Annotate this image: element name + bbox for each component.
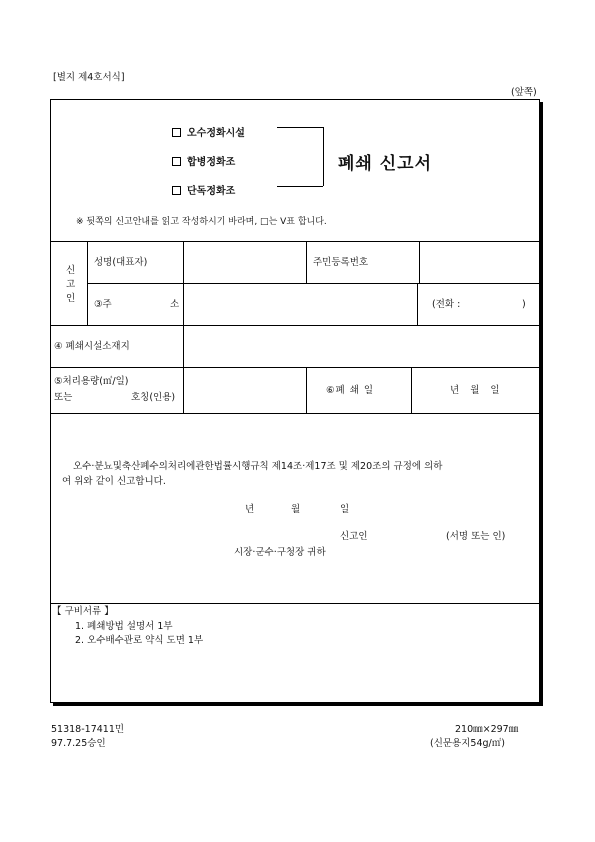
table-line — [51, 413, 540, 414]
capacity-alt-label-2: 호칭(인용) — [131, 392, 176, 403]
page-side-label: (앞쪽) — [511, 87, 537, 98]
documents-header: 【 구비서류 】 — [52, 606, 114, 617]
phone-field[interactable] — [468, 290, 518, 318]
signature-label[interactable]: (서명 또는 인) — [446, 531, 506, 542]
bracket-bottom — [277, 186, 323, 187]
declaration-text-1: 오수·분뇨및축산폐수의처리에관한법률시행규칙 제14조·제17조 및 제20조의 규정에 의하 — [73, 461, 443, 472]
applicant-section-char: 인 — [66, 293, 76, 304]
facility-location-field[interactable] — [185, 327, 538, 365]
table-line — [183, 241, 184, 413]
table-line — [51, 325, 540, 326]
table-line — [87, 283, 540, 284]
capacity-alt-label: 또는 — [54, 392, 73, 403]
addressee: 시장·군수·구청장 귀하 — [234, 547, 326, 558]
footer-form-number: 51318-17411민 — [51, 724, 125, 735]
form-label: [별지 제4호서식] — [53, 72, 125, 83]
table-line — [51, 241, 540, 242]
instruction-notice: ※ 뒷쪽의 신고안내를 읽고 작성하시기 바라며, □는 V표 합니다. — [76, 217, 327, 227]
table-line — [87, 241, 88, 325]
table-line — [306, 367, 307, 413]
table-line — [417, 283, 418, 325]
address-field[interactable] — [185, 285, 415, 323]
closure-date-label: ⑥폐 쇄 일 — [326, 385, 375, 396]
table-line — [306, 241, 307, 283]
checkbox-icon[interactable] — [172, 186, 181, 195]
table-line — [51, 603, 540, 604]
declarant-label: 신고인 — [340, 531, 368, 542]
document-item: 1. 폐쇄방법 설명서 1부 — [75, 621, 173, 632]
declaration-text-2: 여 위와 같이 신고합니다. — [62, 476, 166, 487]
date-month[interactable]: 월 — [291, 504, 301, 515]
date-day[interactable]: 일 — [340, 504, 350, 515]
table-line — [411, 367, 412, 413]
name-field[interactable] — [185, 243, 304, 281]
footer-paper-type: (신문용지54g/㎡) — [430, 738, 505, 749]
form-title: 폐쇄 신고서 — [338, 154, 433, 174]
facility-location-label: ④ 폐쇄시설소재지 — [54, 341, 130, 352]
resident-id-label: 주민등록번호 — [313, 257, 369, 268]
resident-id-field[interactable] — [421, 243, 538, 281]
option-combined-septic[interactable]: 합병정화조 — [172, 153, 235, 168]
frame-shadow-right — [540, 102, 543, 706]
address-label-suffix: 소 — [170, 299, 180, 310]
footer-approval: 97.7.25승인 — [51, 738, 106, 749]
option-sewage-treatment[interactable]: 오수정화시설 — [172, 124, 245, 139]
date-year[interactable]: 년 — [245, 504, 255, 515]
option-single-septic[interactable]: 단독정화조 — [172, 182, 235, 197]
checkbox-icon[interactable] — [172, 157, 181, 166]
checkbox-icon[interactable] — [172, 128, 181, 137]
table-line — [51, 367, 540, 368]
capacity-label: ⑤처리용량(㎥/일) — [54, 376, 129, 387]
document-item: 2. 오수배수관로 약식 도면 1부 — [75, 635, 204, 646]
footer-paper-size: 210㎜×297㎜ — [455, 724, 519, 735]
bracket-top — [277, 127, 323, 128]
phone-label: (전화 : — [432, 299, 461, 310]
bracket-side — [323, 127, 324, 186]
table-line — [419, 241, 420, 283]
applicant-section-char: 신 — [66, 265, 76, 276]
frame-shadow-bottom — [53, 703, 543, 706]
name-label: 성명(대표자) — [94, 257, 148, 268]
phone-label-close: ) — [522, 299, 526, 310]
closure-date-value[interactable]: 년 월 일 — [450, 385, 500, 396]
applicant-section-char: 고 — [66, 279, 76, 290]
capacity-field[interactable] — [185, 369, 304, 411]
address-label: ③주 — [94, 299, 112, 310]
